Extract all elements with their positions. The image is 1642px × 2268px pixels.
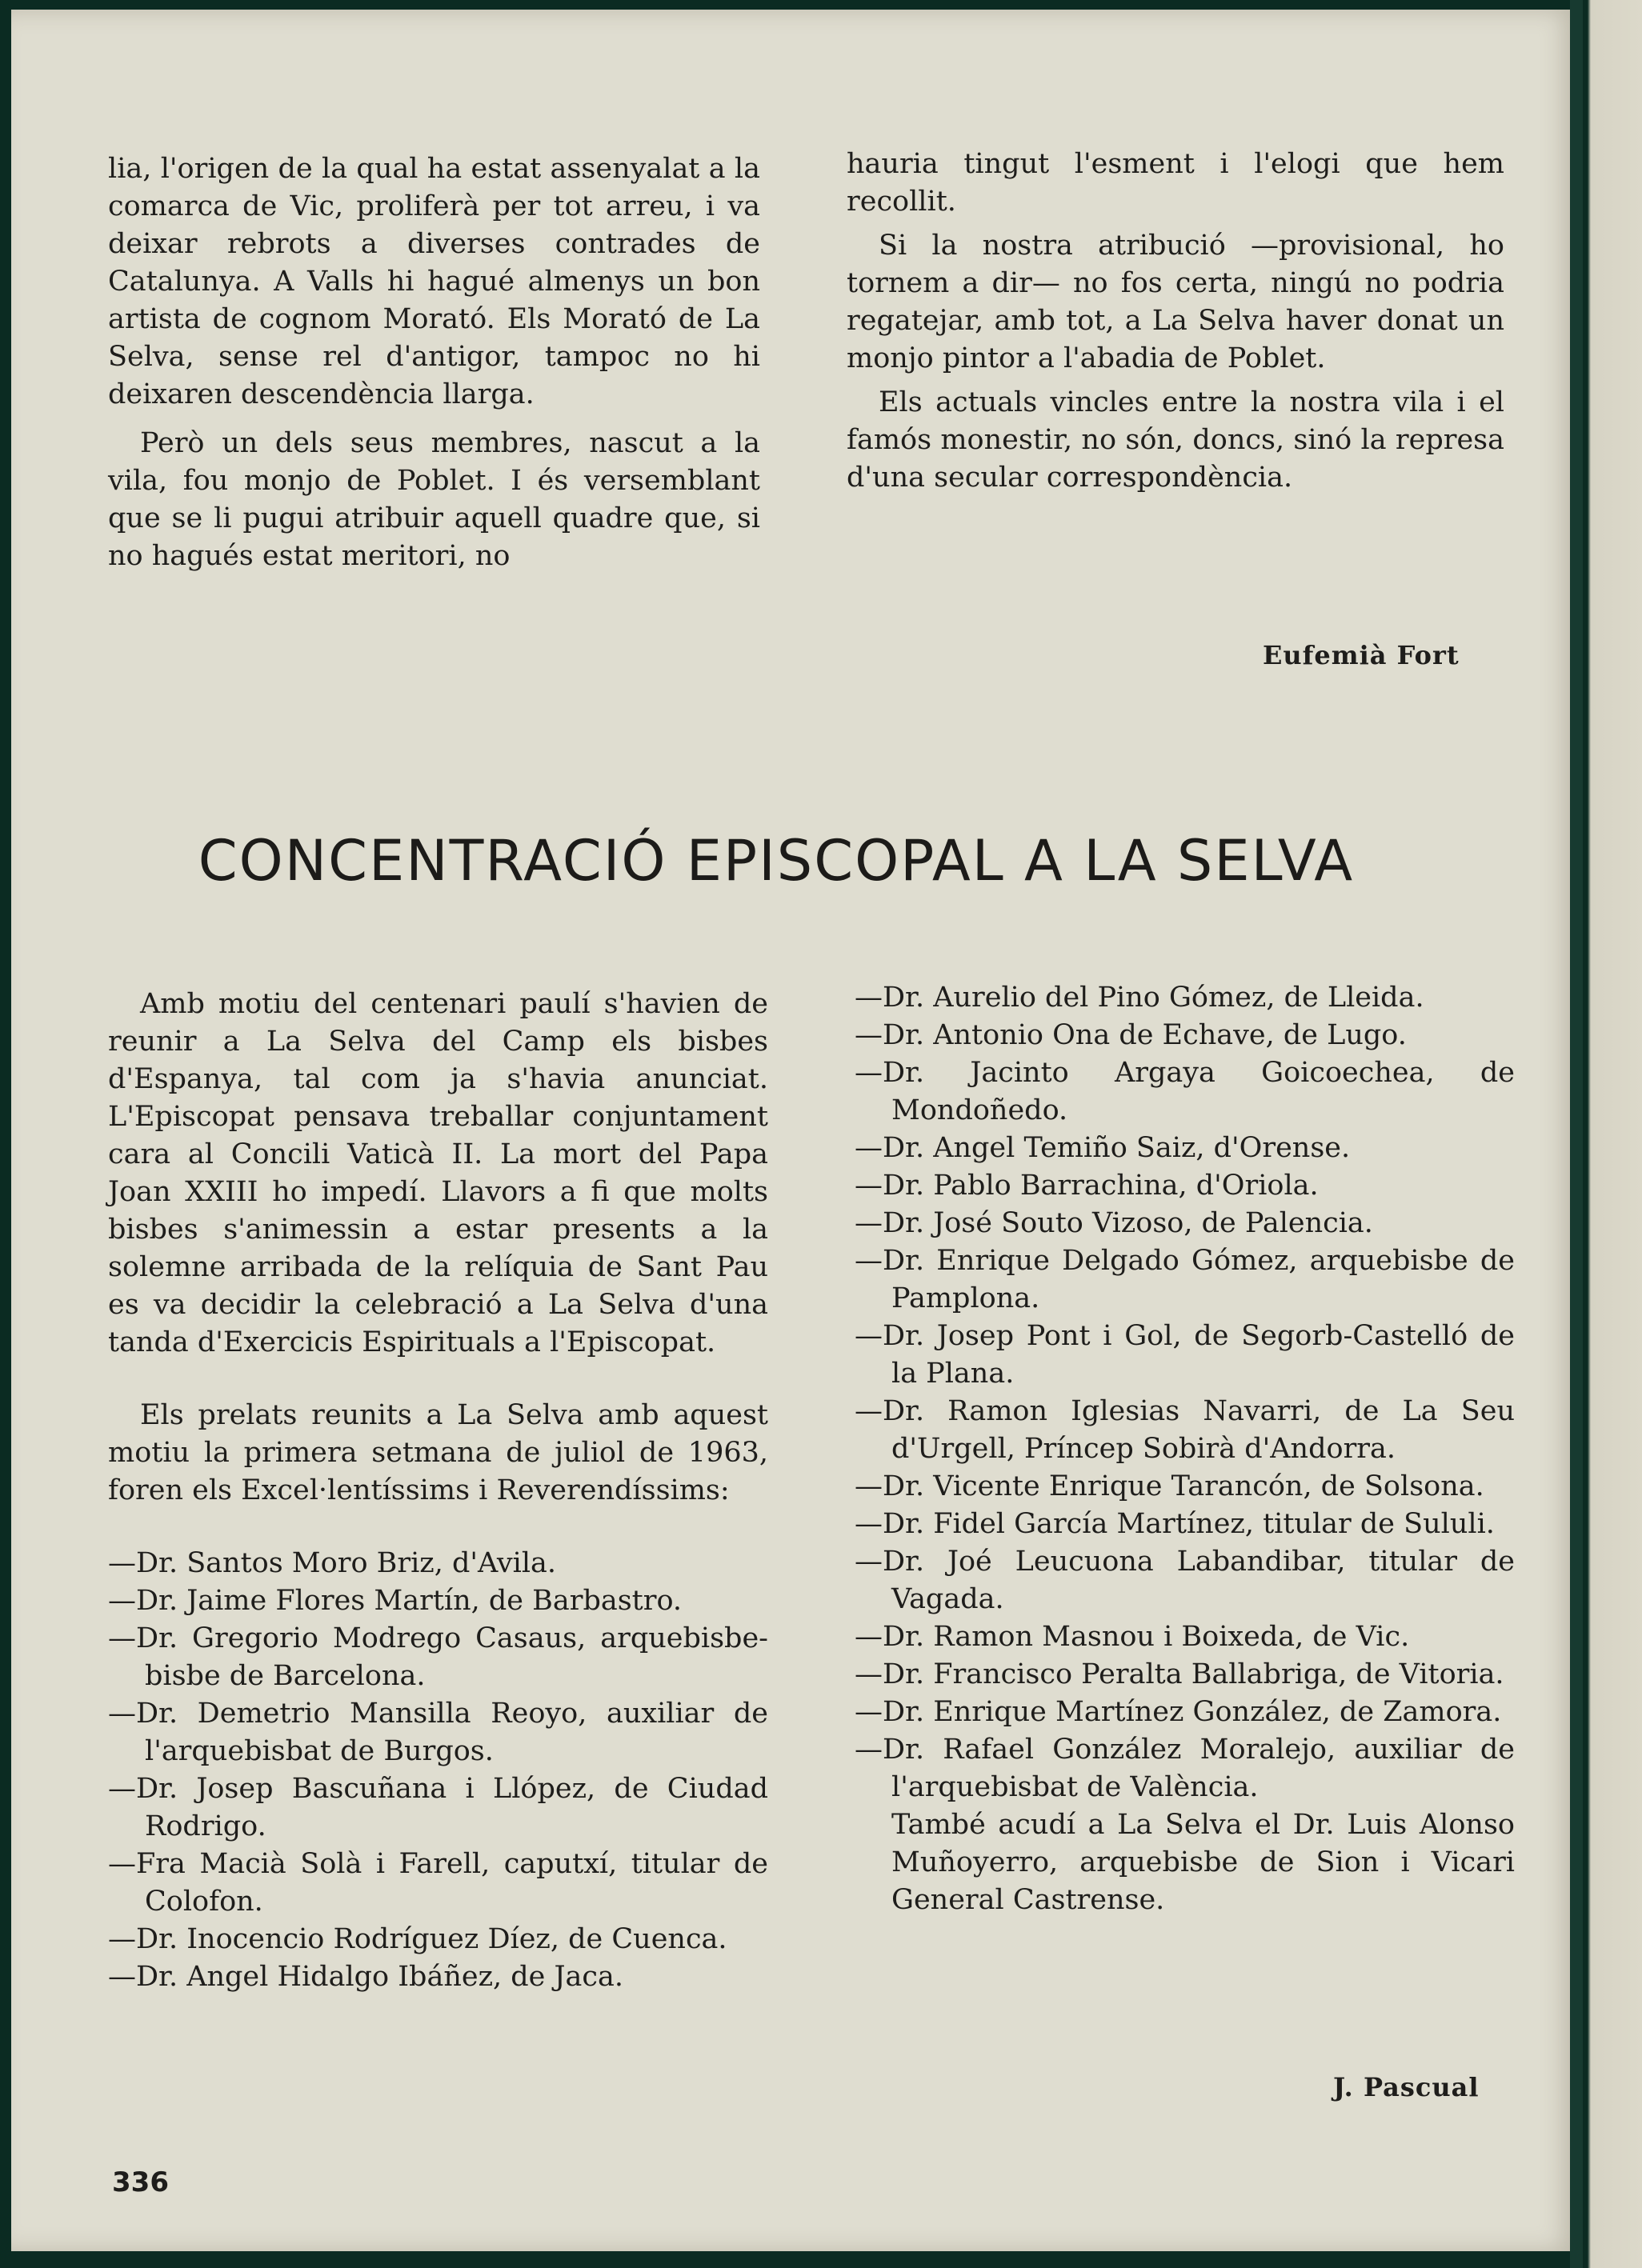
list-item: —Dr. Aurelio del Pino Gómez, de Lleida. (855, 982, 1424, 1014)
bishops-list-left (108, 1545, 768, 1996)
list-item: —Dr. Angel Temiño Saiz, d'Orense. (855, 1132, 1351, 1164)
intro-paragraph-1: Amb motiu del centenari paulí s'havien de reunir a La Selva del Camp els bisbes d'Espanya, tal com ja s'havia anunciat. L'Episcopat pensava treballar conjuntament cara al Concili Vaticà II. La mort del Papa Joan XXIII ho impedí. Llavors a fi que molts bisbes s'animessin a estar presents a la solemne arribada de la relíquia de Sant Pau es va decidir la celebració a La Selva d'una tanda d'Exercicis Espirituals a l'Episcopat. (108, 988, 768, 1358)
closing-paragraph: També acudí a La Selva el Dr. Luis Alonso Muñoyerro, arquebisbe de Sion i Vicari General Castrense. (891, 1809, 1515, 1916)
list-item: —Dr. Josep Pont i Gol, de Segorb-Castelló de la Plana. (855, 1320, 1515, 1390)
list-item: —Dr. Santos Moro Briz, d'Avila. (108, 1547, 557, 1579)
list-item: —Dr. Jaime Flores Martín, de Barbastro. (108, 1585, 683, 1617)
article-title: CONCENTRACIÓ EPISCOPAL A LA SELVA (198, 828, 1355, 894)
bottom-left-column (108, 986, 768, 1996)
book-spine (1570, 0, 1583, 2268)
top-right-paragraph-2: Si la nostra atribució —provisional, ho tornem a dir— no fos certa, ningú no podria regatejar, amb tot, a La Selva haver donat un monjo pintor a l'abadia de Poblet. (847, 230, 1504, 374)
list-item: —Dr. Demetrio Mansilla Reoyo, auxiliar de l'arquebisbat de Burgos. (108, 1698, 768, 1767)
top-signature: Eufemià Fort (1263, 640, 1460, 670)
list-item: —Dr. Joé Leucuona Labandibar, titular de Vagada. (855, 1546, 1515, 1615)
list-item: —Dr. Vicente Enrique Tarancón, de Solsona. (855, 1470, 1484, 1502)
top-left-column (108, 150, 760, 575)
bishops-list-right (855, 979, 1515, 1806)
list-item: —Dr. Ramon Iglesias Navarri, de La Seu d'Urgell, Príncep Sobirà d'Andorra. (855, 1395, 1515, 1465)
list-item: —Dr. Antonio Ona de Echave, de Lugo. (855, 1019, 1407, 1051)
bottom-signature: J. Pascual (1333, 2072, 1480, 2102)
top-right-column (847, 146, 1504, 497)
bottom-right-column (855, 979, 1515, 1919)
list-item: —Dr. Rafael González Moralejo, auxiliar de l'arquebisbat de València. (855, 1734, 1515, 1803)
page-number: 336 (112, 2166, 169, 2198)
list-item: —Dr. Ramon Masnou i Boixeda, de Vic. (855, 1621, 1410, 1653)
list-item: —Dr. Fidel García Martínez, titular de Sululi. (855, 1508, 1495, 1540)
top-left-paragraph-2: Però un dels seus membres, nascut a la vila, fou monjo de Poblet. I és versemblant que se li pugui atribuir aquell quadre que, si no hagués estat meritori, no (108, 427, 760, 572)
list-item: —Dr. Josep Bascuñana i Llópez, de Ciudad Rodrigo. (108, 1773, 768, 1842)
list-item: —Fra Macià Solà i Farell, caputxí, titular de Colofon. (108, 1848, 768, 1918)
top-right-paragraph-1: hauria tingut l'esment i l'elogi que hem recollit. (847, 148, 1504, 218)
list-item: —Dr. Pablo Barrachina, d'Oriola. (855, 1170, 1319, 1202)
facing-page-edge (1583, 0, 1642, 2268)
list-item: —Dr. Francisco Peralta Ballabriga, de Vitoria. (855, 1658, 1504, 1690)
list-item: —Dr. José Souto Vizoso, de Palencia. (855, 1207, 1373, 1239)
list-item: —Dr. Inocencio Rodríguez Díez, de Cuenca. (108, 1923, 727, 1955)
top-left-paragraph-1: lia, l'origen de la qual ha estat assenyalat a la comarca de Vic, proliferà per tot arreu, i va deixar rebrots a diverses contrades de Catalunya. A Valls hi hagué almenys un bon artista de cognom Morató. Els Morató de La Selva, sense rel d'antigor, tampoc no hi deixaren descendència llarga. (108, 153, 760, 410)
top-right-paragraph-3: Els actuals vincles entre la nostra vila i el famós monestir, no són, doncs, sinó la represa d'una secular correspondència. (847, 386, 1504, 494)
list-item: —Dr. Angel Hidalgo Ibáñez, de Jaca. (108, 1961, 624, 1993)
list-item: —Dr. Enrique Delgado Gómez, arquebisbe de Pamplona. (855, 1245, 1515, 1314)
list-item: —Dr. Gregorio Modrego Casaus, arquebisbe-bisbe de Barcelona. (108, 1622, 768, 1692)
list-item: —Dr. Jacinto Argaya Goicoechea, de Mondoñedo. (855, 1057, 1515, 1126)
intro-paragraph-2: Els prelats reunits a La Selva amb aquest motiu la primera setmana de juliol de 1963, foren els Excel·lentíssims i Reverendíssims: (108, 1399, 768, 1506)
list-item: —Dr. Enrique Martínez González, de Zamora. (855, 1696, 1502, 1728)
